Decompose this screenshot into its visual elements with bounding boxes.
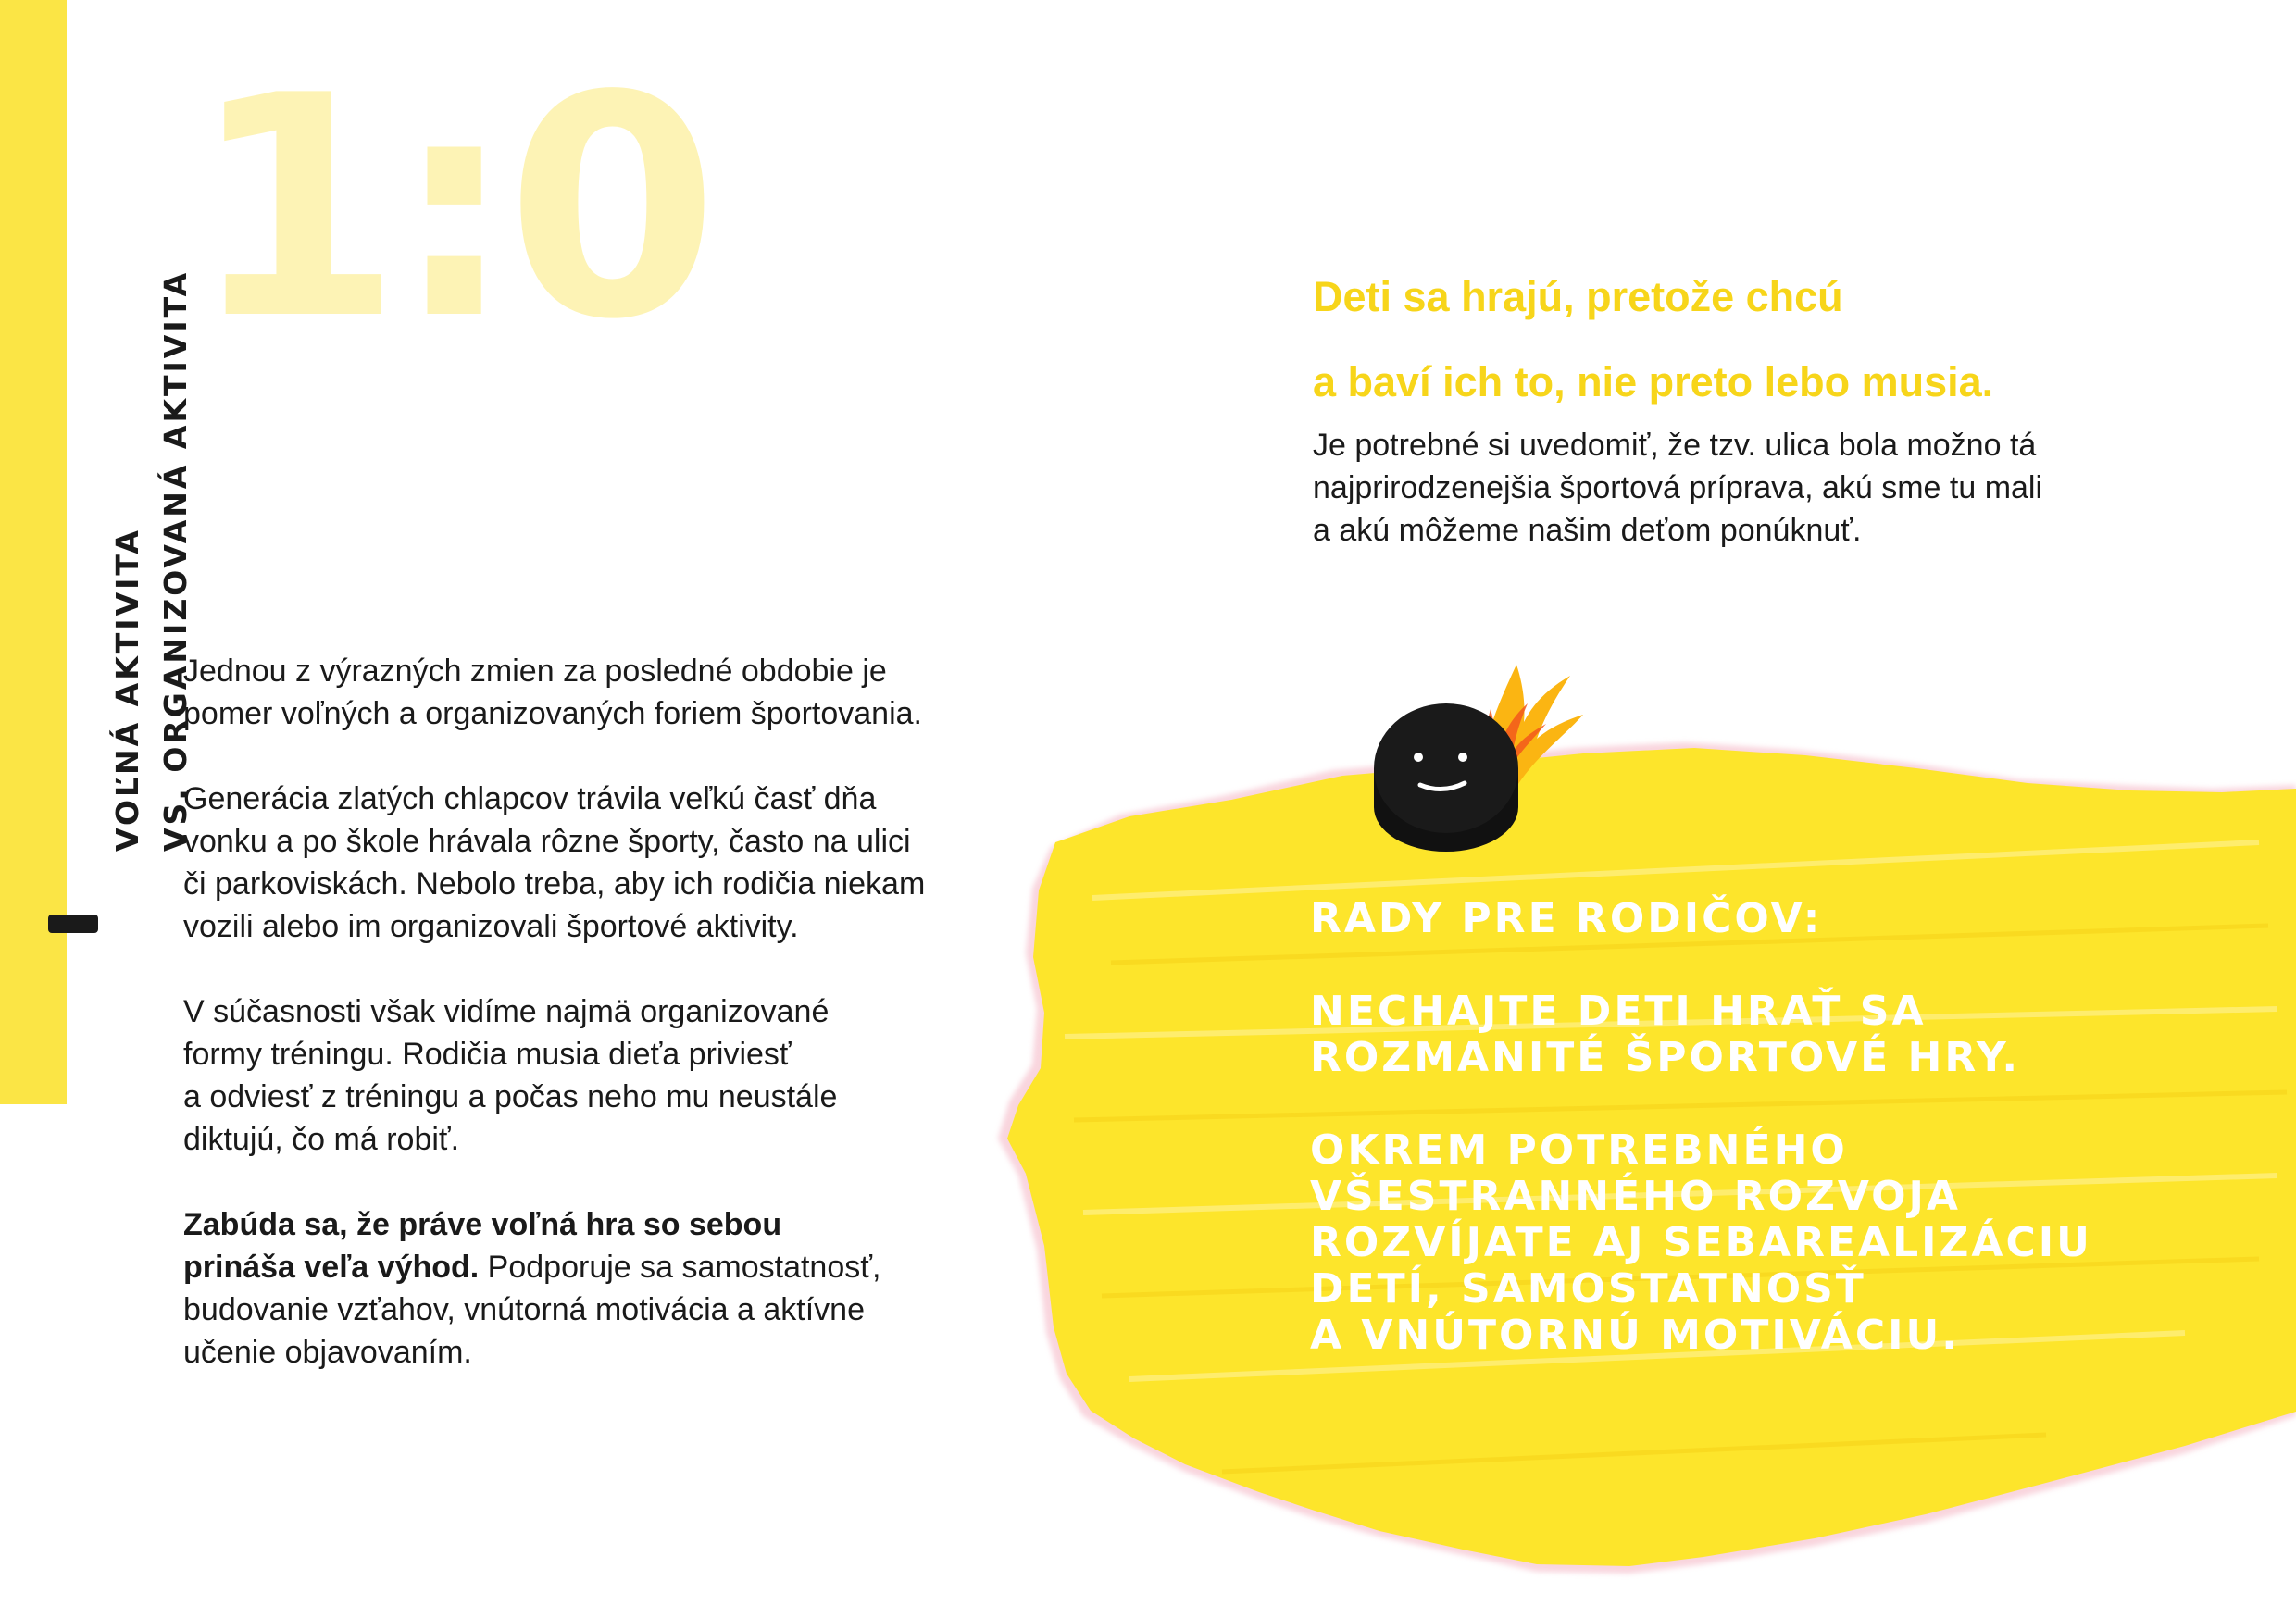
text-line: Jednou z výrazných zmien za posledné obdobie je	[183, 653, 887, 689]
section-marker	[48, 915, 98, 933]
tip-line: VŠESTRANNÉHO ROZVOJA	[1310, 1173, 1961, 1220]
section-title-line2: VS. ORGANIZOVANÁ AKTIVITA	[157, 269, 193, 852]
tip-1	[1310, 989, 2236, 1081]
tip-line: ROZMANITÉ ŠPORTOVÉ HRY.	[1310, 1034, 2021, 1081]
tips-box	[1310, 896, 2236, 1405]
paragraph-2	[183, 778, 998, 948]
intro-paragraph	[1313, 424, 2146, 552]
text-line: Generácia zlatých chlapcov trávila veľkú časť dňa	[183, 781, 877, 816]
body-text	[183, 650, 998, 1416]
tip-line: A VNÚTORNÚ MOTIVÁCIU.	[1310, 1312, 1960, 1359]
paragraph-1	[183, 650, 998, 735]
sidebar-accent-bar	[0, 0, 67, 1104]
intro-line2: najprirodzenejšia športová príprava, akú sme tu mali	[1313, 470, 2043, 505]
tips-title: RADY PRE RODIČOV:	[1310, 895, 1823, 942]
paragraph-3	[183, 990, 998, 1161]
headline	[1313, 255, 2239, 425]
text-line: formy tréningu. Rodičia musia dieťa priviesť	[183, 1037, 792, 1072]
score-graphic: 1:0	[190, 31, 710, 386]
intro-line1: Je potrebné si uvedomiť, že tzv. ulica bola možno tá	[1313, 428, 2037, 463]
tip-2	[1310, 1127, 2236, 1359]
bold-text-line: prináša veľa výhod.	[183, 1250, 480, 1285]
text-line: vonku a po škole hrávala rôzne športy, často na ulici	[183, 824, 911, 859]
hockey-puck-icon	[1342, 648, 1602, 870]
text-line: učenie objavovaním.	[183, 1335, 472, 1370]
tip-line: NECHAJTE DETI HRAŤ SA	[1310, 988, 1927, 1035]
tip-line: OKREM POTREBNÉHO	[1310, 1126, 1848, 1174]
tip-line: ROZVÍJATE AJ SEBAREALIZÁCIU	[1310, 1219, 2092, 1266]
section-title-vertical	[104, 0, 196, 852]
text-line: vozili alebo im organizovali športové aktivity.	[183, 909, 799, 944]
text-line: Podporuje sa samostatnosť,	[479, 1250, 881, 1285]
text-line: pomer voľných a organizovaných foriem športovania.	[183, 696, 922, 731]
text-line: V súčasnosti však vidíme najmä organizované	[183, 994, 830, 1029]
text-line: a odviesť z tréningu a počas neho mu neustále	[183, 1079, 838, 1114]
headline-line2: a baví ich to, nie preto lebo musia.	[1313, 358, 1994, 405]
section-title-line1: VOĽNÁ AKTIVITA	[109, 528, 145, 852]
text-line: diktujú, čo má robiť.	[183, 1122, 460, 1157]
paragraph-4	[183, 1203, 998, 1374]
tip-line: DETÍ, SAMOSTATNOSŤ	[1310, 1265, 1866, 1313]
text-line: či parkoviskách. Nebolo treba, aby ich rodičia niekam	[183, 866, 926, 902]
headline-line1: Deti sa hrajú, pretože chcú	[1313, 273, 1843, 320]
bold-text-line: Zabúda sa, že práve voľná hra so sebou	[183, 1207, 782, 1242]
intro-line3: a akú môžeme našim deťom ponúknuť.	[1313, 513, 1862, 548]
text-line: budovanie vzťahov, vnútorná motivácia a aktívne	[183, 1292, 865, 1327]
